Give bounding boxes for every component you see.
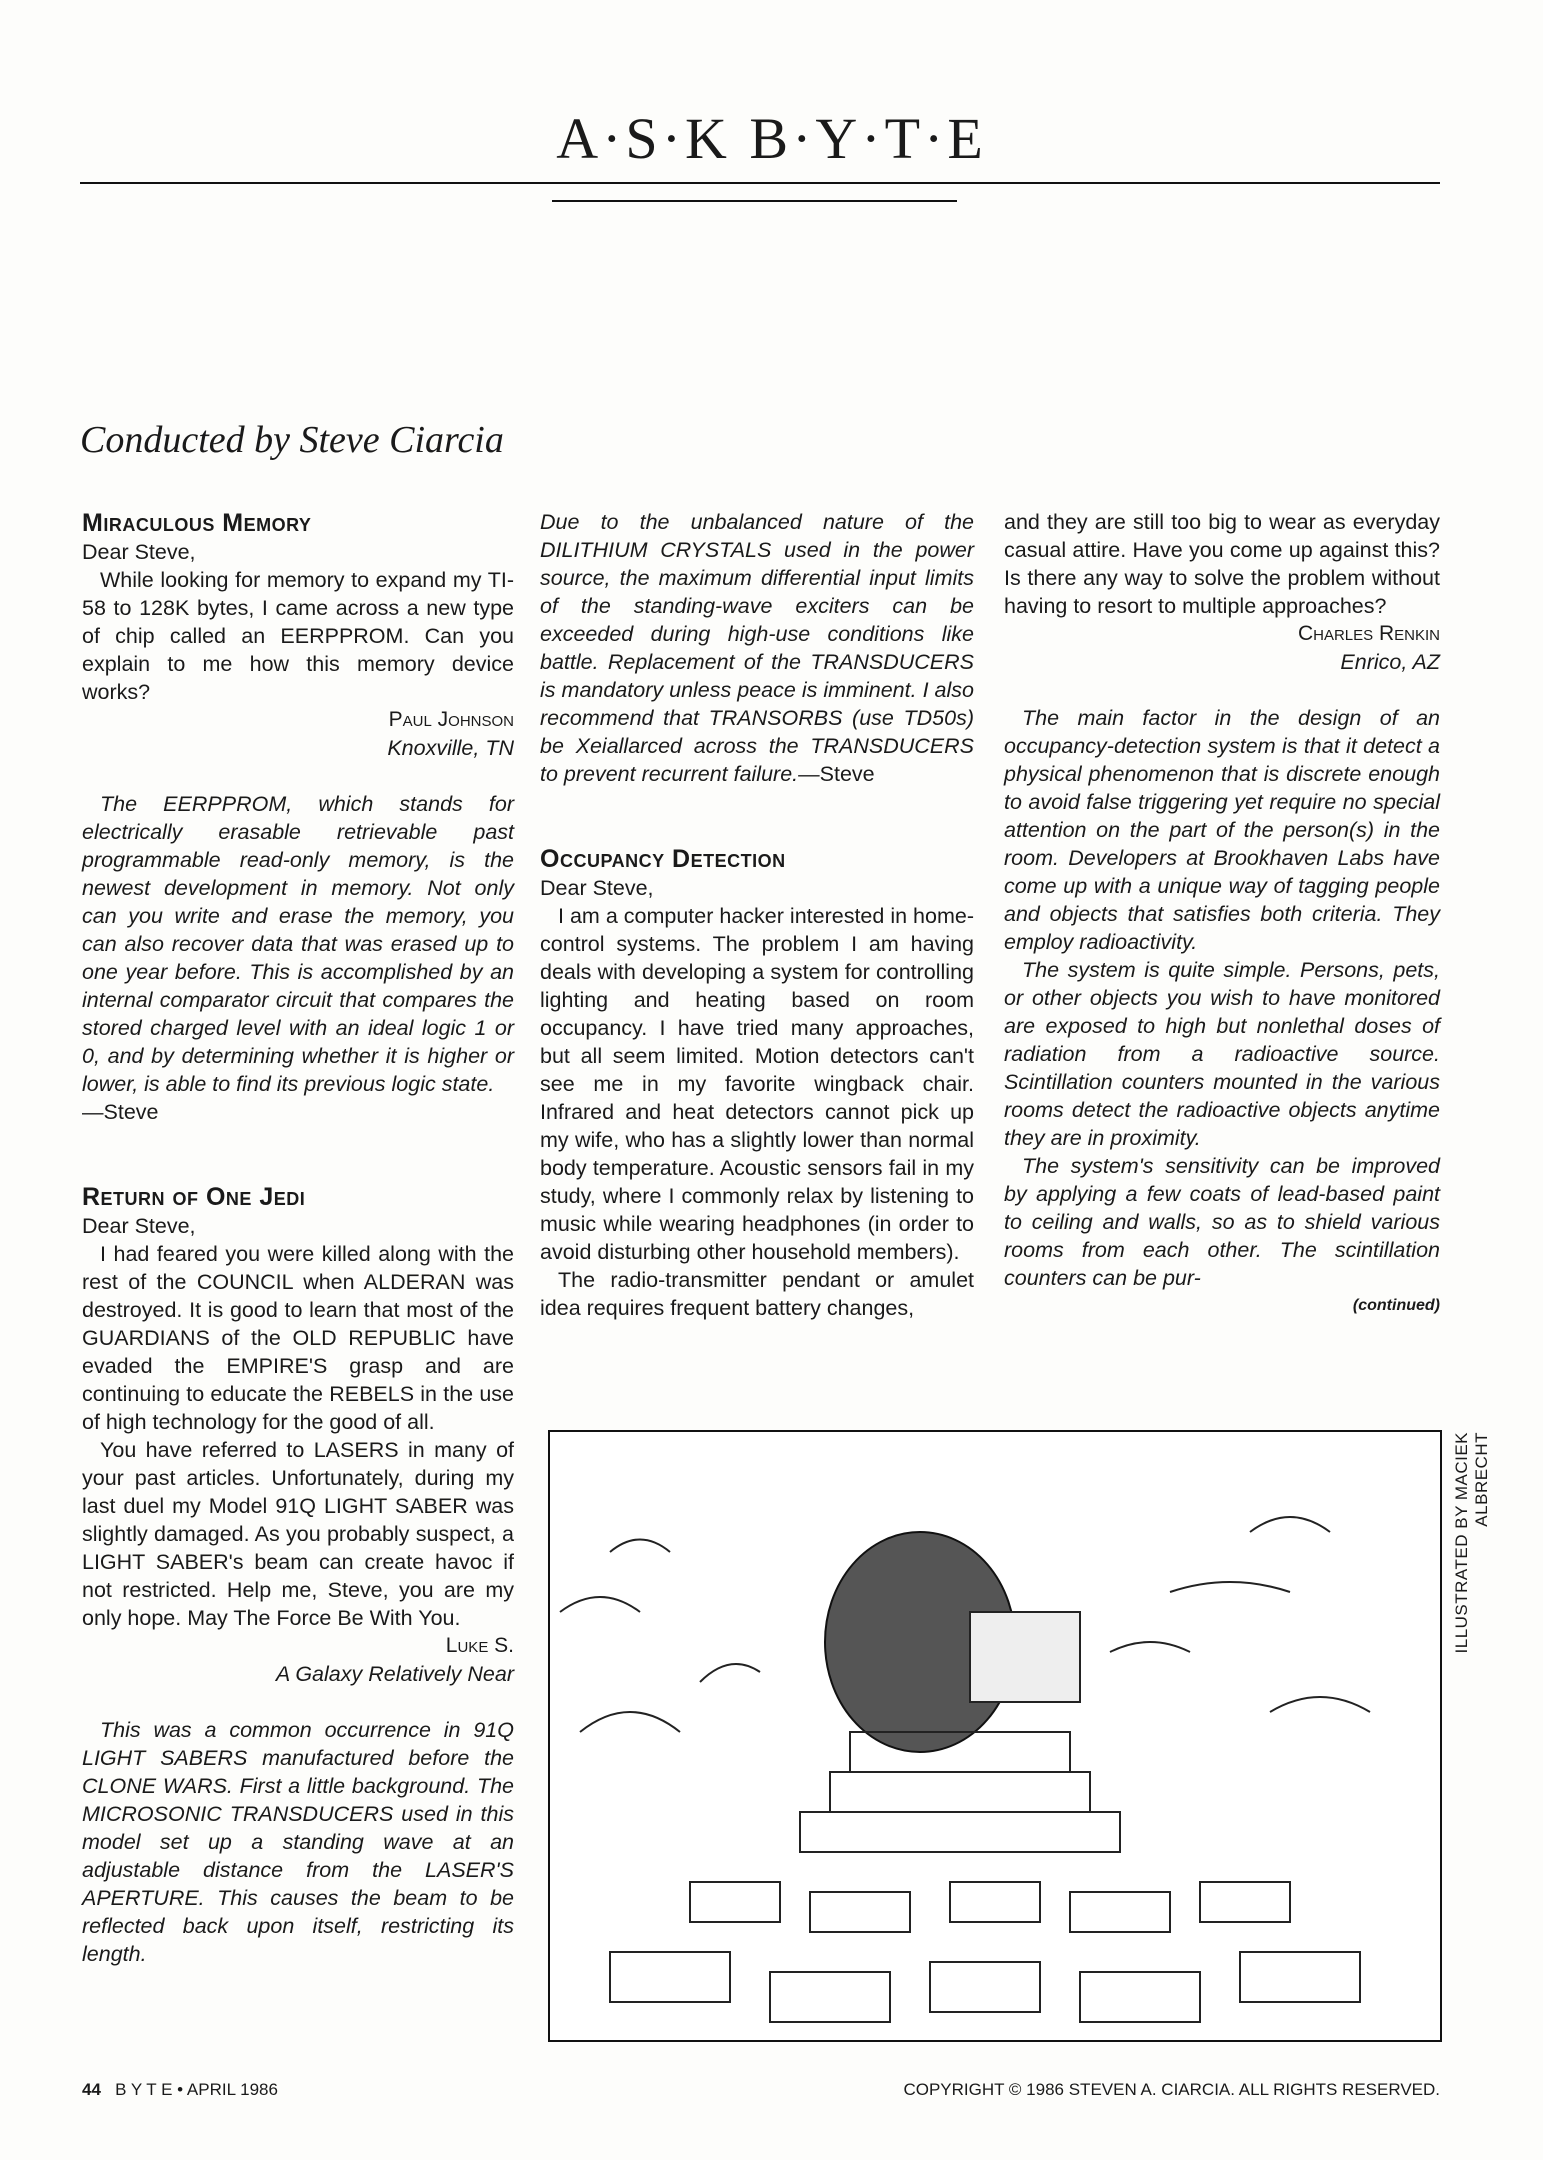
byline: Conducted by Steve Ciarcia [80,419,504,461]
letter-text: While looking for memory to expand my TI-58 to 128K bytes, I came across a new type of chip called an EERPPROM. Can you explain to me how this memory device works? [82,568,514,704]
letter-location: A Galaxy Relatively Near [275,1662,514,1686]
answer-text: The main factor in the design of an occupancy-detection system is that it detect a physical phenomenon that is discrete enough to avoid false triggering yet require no special attention on the part of the person(s) in the room. Developers at Brookhaven Labs have come up with a unique way of tagging people and objects that satisfies both criteria. They employ radioactivity. [1004,706,1440,954]
page-title: A·S·K B·Y·T·E [556,106,987,171]
letter-signature: Luke S. [445,1634,514,1657]
column-1 [82,508,514,1968]
section-heading: Return of One Jedi [82,1183,306,1211]
answer-text: The system is quite simple. Persons, pets, or other objects you wish to have monitored are exposed to high but nonlethal doses of radiation from a radioactive source. Scintillation counters mounted in the various rooms detect the radioactive objects anytime they are in proximity. [1004,958,1440,1150]
letter-signature: Charles Renkin [1297,622,1440,645]
illustration-credit: ILLUSTRATED BY MACIEK ALBRECHT [1452,1432,1491,1654]
letter-text: I had feared you were killed along with the rest of the COUNCIL when ALDERAN was destroyed. It is good to learn that most of the GUARDIANS of the OLD REPUBLIC have evaded the EMPIRE'S grasp and are continuing to educate the REBELS in the use of high technology for the good of all. [82,1242,514,1434]
answer-signature: —Steve [798,762,875,786]
salutation: Dear Steve, [540,876,654,900]
section-heading: Miraculous Memory [82,509,312,537]
answer-text: This was a common occurrence in 91Q LIGHT SABERS manufactured before the CLONE WARS. First a little background. The MICROSONIC TRANSDUCERS used in this model set up a standing wave at an adjustable distance from the LASER'S APERTURE. This causes the beam to be reflected back upon itself, restricting its length. [82,1718,514,1966]
continued-note: (continued) [1352,1297,1440,1314]
page-number: 44 [82,2080,101,2099]
title-rule [80,182,1440,184]
column-3 [1004,508,1440,1320]
gorilla-computer-drawing [550,1432,1440,2040]
letter-location: Knoxville, TN [387,736,514,760]
section-heading: Occupancy Detection [540,845,786,873]
salutation: Dear Steve, [82,1214,196,1238]
letter-text: and they are still too big to wear as everyday casual attire. Have you come up against this? Is there any way to solve the problem without having to resort to multiple approaches? [1004,510,1440,618]
answer-signature: —Steve [82,1100,159,1124]
footer-left [82,2080,278,2100]
answer-text: Due to the unbalanced nature of the DILITHIUM CRYSTALS used in the power source, the maximum differential input limits of the standing-wave exciters can be exceeded during high-use conditions like battle. Replacement of the TRANSDUCERS is mandatory unless peace is imminent. I also recommend that TRANSORBS (use TD50s) be Xeiallarced across the TRANSDUCERS to prevent recurrent failure. [540,510,974,786]
letter-text: You have referred to LASERS in many of your past articles. Unfortunately, during my last duel my Model 91Q LIGHT SABER was slightly damaged. As you probably suspect, a LIGHT SABER's beam can create havoc if not restricted. Help me, Steve, you are my only hope. May The Force Be With You. [82,1438,514,1630]
title-underline [552,200,957,202]
letter-location: Enrico, AZ [1340,650,1440,674]
letter-text: I am a computer hacker interested in home-control systems. The problem I am having deals with developing a system for controlling lighting and heating based on room occupancy. I have tried many approaches, but all seem limited. Motion detectors can't see me in my favorite wingback chair. Infrared and heat detectors cannot pick up my wife, who has a slightly lower than normal body temperature. Acoustic sensors fail in my study, where I commonly relax by listening to music while wearing headphones (in order to avoid disturbing other household members). [540,904,974,1264]
magazine-issue: B Y T E • APRIL 1986 [115,2080,278,2099]
letter-text: The radio-transmitter pendant or amulet idea requires frequent battery changes, [540,1268,974,1320]
illustration [548,1430,1442,2042]
column-2 [540,508,974,1322]
answer-text: The EERPPROM, which stands for electrically erasable retrievable past programmable read-only memory, is the newest development in memory. Not only can you write and erase the memory, you can also recover data that was erased up to one year before. This is accomplished by an internal comparator circuit that compares the stored charged level with an ideal logic 1 or 0, and by determining whether it is higher or lower, is able to find its previous logic state. [82,792,514,1096]
answer-text: The system's sensitivity can be improved by applying a few coats of lead-based paint to ceiling and walls, so as to shield various rooms from each other. The scintillation counters can be pur- [1004,1154,1440,1290]
letter-signature: Paul Johnson [388,708,514,731]
copyright: COPYRIGHT © 1986 STEVEN A. CIARCIA. ALL RIGHTS RESERVED. [903,2080,1440,2099]
salutation: Dear Steve, [82,540,196,564]
